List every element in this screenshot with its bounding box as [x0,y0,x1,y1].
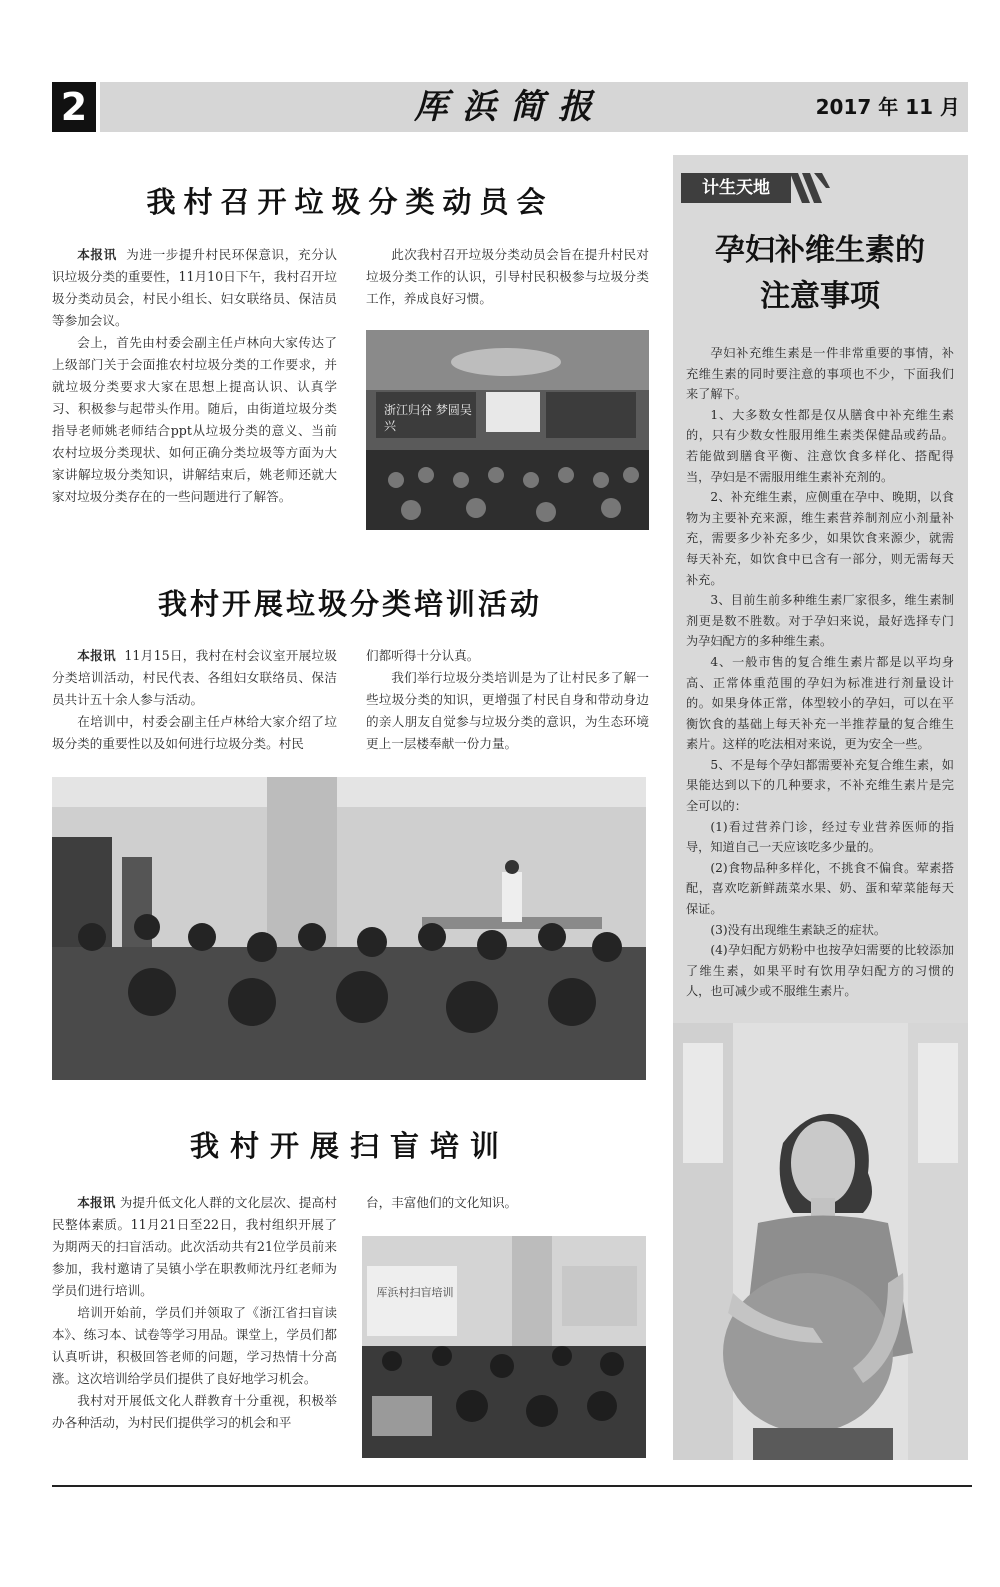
article1-lead: 本报讯 [77,247,117,262]
article3-para: 本报讯 为提升低文化人群的文化层次、提高村民整体素质。11月21日至22日，我村组织开展了为期两天的扫盲活动。此次活动共有21位学员前来参加，我村邀请了吴镇小学在职教师沈丹红老师为学员们进行培训。 [52,1195,337,1298]
article2-lead: 本报讯 [77,648,116,663]
article1-headline: 我村召开垃圾分类动员会 [146,185,554,219]
article1-photo [366,330,649,530]
sidebar-title [680,228,960,320]
article3-headline: 我村开展扫盲培训 [189,1129,510,1163]
sidebar-para: 2、补充维生素，应侧重在孕中、晚期，以食物为主要补充来源，维生素营养制剂应小剂量补充，需要多少补充多少，如果饮食来源少，就需每天补充，如饮食中已含有一部分，则无需每天补充。 [686,490,954,587]
article3-para: 培训开始前，学员们并领取了《浙江省扫盲读本》、练习本、试卷等学习用品。课堂上，学员们都认真听讲，积极回答老师的问题，学习热情十分高涨。这次培训给学员们提供了良好地学习机会。 [52,1305,337,1386]
page-number: 2 [52,82,96,132]
article3-col2 [366,1192,649,1214]
sidebar-title-line1: 孕妇补维生素的 [715,233,925,268]
sidebar-body [686,343,954,1002]
sidebar-para: 5、不是每个孕妇都需要补充复合维生素，如果能达到以下的几种要求，不补充维生素片是完全可以的： [686,757,954,814]
sidebar-tag: 计生天地 [681,173,791,203]
sidebar-para: 1、大多数女性都是仅从膳食中补充维生素的，只有少数女性服用维生素类保健品或药品。若能做到膳食平衡、注意饮食多样化、搭配得当，孕妇是不需服用维生素补充剂的。 [686,407,954,484]
issue-date: 2017 年 11 月 [815,95,960,119]
article3-para: 台，丰富他们的文化知识。 [366,1195,518,1210]
article2-para: 本报讯 11月15日，我村在村会议室开展垃圾分类培训活动，村民代表、各组妇女联络员、保洁员共计五十余人参与活动。 [52,648,337,707]
article2-col1 [52,645,337,755]
article1-col1 [52,244,337,508]
article3-para: 我村对开展低文化人群教育十分重视，积极举办各种活动，为村民们提供学习的机会和平 [52,1393,337,1430]
article1-para: 此次我村召开垃圾分类动员会旨在提升村民对垃圾分类工作的认识，引导村民积极参与垃圾分类工作，养成良好习惯。 [366,247,649,306]
article2-col2 [366,645,649,755]
article1-para: 本报讯 为进一步提升村民环保意识，充分认识垃圾分类的重要性，11月10日下午，我村召开垃圾分类动员会，村民小组长、妇女联络员、保洁员等参加会议。 [52,247,338,328]
article1-photo-banner: 浙江归谷 梦圆吴兴 [384,403,472,433]
pregnant-woman-photo [673,1023,968,1460]
article2-para: 我们举行垃圾分类培训是为了让村民多了解一些垃圾分类的知识，更增强了村民自身和带动身边的亲人朋友自觉参与垃圾分类的意识，为生态环境更上一层楼奉献一份力量。 [366,670,649,751]
sidebar-para: (1)看过营养门诊，经过专业营养医师的指导，知道自己一天应该吃多少量的。 [686,819,954,855]
sidebar-para: (4)孕妇配方奶粉中也按孕妇需要的比较添加了维生素，如果平时有饮用孕妇配方的习惯的人，也可减少或不服维生素片。 [686,943,954,999]
article2-para: 们都听得十分认真。 [366,648,480,663]
newspaper-title: 厍浜简报 [414,87,606,127]
article1-col2 [366,244,649,310]
article2-photo [52,777,646,1080]
article3-lead: 本报讯 [77,1195,116,1210]
sidebar-title-line2: 注意事项 [760,279,880,314]
article3-photo [362,1236,646,1458]
sidebar-para: (3)没有出现维生素缺乏的症状。 [710,922,887,937]
bottom-rule [52,1485,972,1487]
article2-headline: 我村开展垃圾分类培训活动 [157,587,542,621]
sidebar-para: (2)食物品种多样化，不挑食不偏食。荤素搭配，喜欢吃新鲜蔬菜水果、奶、蛋和荤菜能每天保证。 [686,860,954,917]
sidebar-para: 3、目前生前多种维生素厂家很多，维生素制剂更是数不胜数。对于孕妇来说，最好选择专门为孕妇配方的多种维生素。 [686,593,954,649]
sidebar-para: 4、一般市售的复合维生素片都是以平均身高、正常体重范围的孕妇为标准进行剂量设计的。如果身体正常，体型较小的孕妇，可以在平衡饮食的基础上每天补充一半推荐量的复合维生素片。这样的吃法相对来说，更为安全一些。 [686,654,954,752]
article2-para: 在培训中，村委会副主任卢林给大家介绍了垃圾分类的重要性以及如何进行垃圾分类。村民 [52,714,337,751]
article1-para: 会上，首先由村委会副主任卢林向大家传达了上级部门关于会面推农村垃圾分类的工作要求，并就垃圾分类要求大家在思想上提高认识、认真学习、积极参与起带头作用。随后，由街道垃圾分类指导老师姚老师结合ppt从垃圾分类的意义、当前农村垃圾分类现状、如何正确分类垃圾等方面为大家讲解垃圾分类知识，讲解结束后，姚老师还就大家对垃圾分类存在的一些问题进行了解答。 [52,335,337,504]
sidebar-para: 孕妇补充维生素是一件非常重要的事情，补充维生素的同时要注意的事项也不少，下面我们来了解下。 [686,346,954,402]
article3-col1 [52,1192,337,1434]
tag-stripes-decoration [790,173,830,203]
article3-photo-banner: 厍浜村扫盲培训 [376,1286,454,1299]
